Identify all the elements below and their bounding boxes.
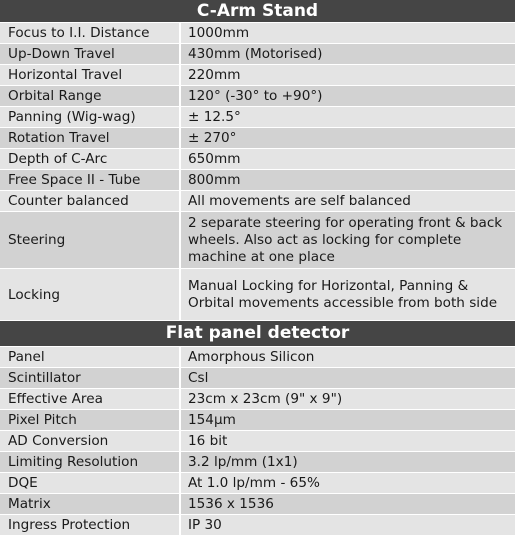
spec-value: 2 separate steering for operating front & back wheels. Also act as locking for complete machine at one place <box>188 214 503 265</box>
spec-value: 154µm <box>188 411 236 428</box>
spec-label: Depth of C-Arc <box>0 149 181 169</box>
table-row <box>0 65 515 86</box>
spec-label: Panning (Wig-wag) <box>0 107 181 127</box>
table-row <box>0 191 515 212</box>
spec-value: 650mm <box>188 150 241 167</box>
table-row <box>0 410 515 431</box>
table-row <box>0 107 515 128</box>
spec-value: ± 270° <box>188 129 237 146</box>
table-row <box>0 212 515 269</box>
spec-label: DQE <box>0 473 181 493</box>
spec-label: AD Conversion <box>0 431 181 451</box>
spec-value: All movements are self balanced <box>188 192 411 209</box>
spec-value: 220mm <box>188 66 241 83</box>
spec-label: Focus to I.I. Distance <box>0 23 181 43</box>
table-row <box>0 128 515 149</box>
table-row <box>0 389 515 410</box>
table-row <box>0 368 515 389</box>
spec-value: At 1.0 lp/mm - 65% <box>188 474 320 491</box>
table-row <box>0 86 515 107</box>
spec-value: Manual Locking for Horizontal, Panning & Orbital movements accessible from both side <box>188 277 498 311</box>
table-row <box>0 149 515 170</box>
spec-label: Scintillator <box>0 368 181 388</box>
spec-label: Pixel Pitch <box>0 410 181 430</box>
spec-value: Csl <box>188 369 209 386</box>
section-title: C-Arm Stand <box>0 0 515 23</box>
table-row <box>0 23 515 44</box>
spec-value: 120° (-30° to +90°) <box>188 87 323 104</box>
spec-value: 1000mm <box>188 24 250 41</box>
table-row <box>0 452 515 473</box>
spec-label: Limiting Resolution <box>0 452 181 472</box>
spec-value: 430mm (Motorised) <box>188 45 323 62</box>
spec-label: Locking <box>0 269 181 320</box>
table-row <box>0 170 515 191</box>
spec-label: Steering <box>0 212 181 268</box>
spec-label: Effective Area <box>0 389 181 409</box>
table-row <box>0 473 515 494</box>
spec-label: Free Space II - Tube <box>0 170 181 190</box>
spec-value: 1536 x 1536 <box>188 495 274 512</box>
table-row <box>0 431 515 452</box>
spec-label: Up-Down Travel <box>0 44 181 64</box>
spec-label: Orbital Range <box>0 86 181 106</box>
table-row <box>0 44 515 65</box>
section-title: Flat panel detector <box>0 321 515 347</box>
spec-value: 3.2 lp/mm (1x1) <box>188 453 298 470</box>
spec-label: Matrix <box>0 494 181 514</box>
spec-value: IP 30 <box>188 516 222 533</box>
table-row <box>0 494 515 515</box>
table-row <box>0 269 515 321</box>
spec-label: Horizontal Travel <box>0 65 181 85</box>
spec-value: Amorphous Silicon <box>188 348 315 365</box>
spec-label: Panel <box>0 347 181 367</box>
spec-label: Counter balanced <box>0 191 181 211</box>
spec-value: 800mm <box>188 171 241 188</box>
spec-label: Rotation Travel <box>0 128 181 148</box>
spec-label: Ingress Protection <box>0 515 181 535</box>
table-row <box>0 515 515 536</box>
spec-value: ± 12.5° <box>188 108 241 125</box>
spec-value: 16 bit <box>188 432 228 449</box>
spec-value: 23cm x 23cm (9" x 9") <box>188 390 343 407</box>
table-row <box>0 347 515 368</box>
section-flat-panel-detector <box>0 321 515 536</box>
